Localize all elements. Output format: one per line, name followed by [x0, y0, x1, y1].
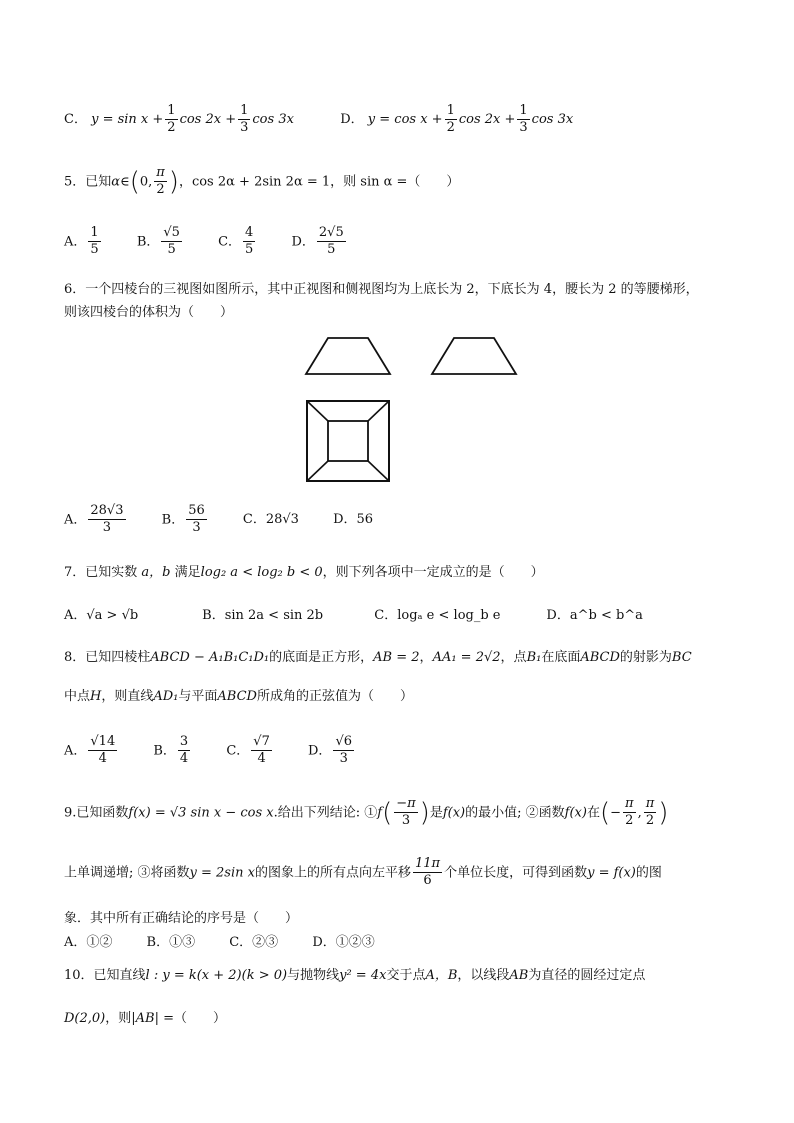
- q5-option-b: B． $\frac{√5}{5}$: [136, 225, 180, 258]
- fraction-third: $\frac{1}{3}$: [240, 103, 249, 136]
- q4-options-row: [64, 104, 573, 136]
- q9-options: [64, 936, 405, 949]
- q6-option-c: C．28√3: [242, 512, 299, 528]
- q5-option-d: D． $\frac{2√5}{5}$: [291, 225, 344, 258]
- q9-stem-line1: 9.已知函数f(x) = √3 sin x − cos x.给出下列结论: ①f( $\frac{-\pi}{3}$ )是f(x)的最小值; ②函数f(x)在(− $\frac{\pi}{2}$ , $\frac{\pi}{2}$ ): [64, 796, 669, 829]
- q7-option-a: A．√a > √b: [64, 608, 139, 623]
- q10-stem-line2: D(2,0)，则|AB| =（ ）: [64, 1011, 226, 1026]
- q7-option-c: C．logₐ e < log_b e: [374, 608, 501, 623]
- top-view-square: [300, 396, 396, 486]
- q8-option-d: D． $\frac{√6}{3}$: [308, 734, 352, 767]
- q8-option-a: A． $\frac{√14}{4}$: [64, 734, 116, 767]
- q8-stem-line1: 8．已知四棱柱ABCD − A₁B₁C₁D₁的底面是正方形，AB = 2，AA₁ = 2√2，点B₁在底面ABCD的射影为BC: [64, 650, 692, 665]
- front-view-trapezoid: [300, 334, 396, 378]
- q5-options: [64, 226, 378, 258]
- q9-option-b: B．①③: [146, 935, 196, 950]
- fraction-half: $\frac{1}{2}$: [167, 103, 176, 136]
- q4-option-d: D． y = cos x + $\frac{1}{2}$ cos 2x + $\frac{1}{3}$ cos 3x: [340, 103, 574, 136]
- q7-options: [64, 609, 643, 622]
- q10-stem-line1: 10．已知直线l : y = k(x + 2)(k > 0)与抛物线y² = 4x交于点A，B，以线段AB为直径的圆经过定点: [64, 968, 646, 983]
- q9-stem-line2: 上单调递增; ③将函数y = 2sin x的图象上的所有点向左平移 $\frac{11\pi}{6}$ 个单位长度，可得到函数y = f(x)的图: [64, 856, 662, 889]
- q8-option-c: C． $\frac{√7}{4}$: [226, 734, 270, 767]
- q6-option-d: D．56: [333, 512, 374, 528]
- fraction-pi-over-2: $\frac{\pi}{2}$: [156, 165, 165, 198]
- q7-option-d: D．a^b < b^a: [546, 608, 643, 623]
- q6-options: [64, 504, 403, 536]
- q9-option-c: C．②③: [229, 935, 279, 950]
- q6-stem-line2: 则该四棱台的体积为（ ）: [64, 305, 234, 320]
- q9-option-a: A．①②: [64, 935, 113, 950]
- q5-option-a: A． $\frac{1}{5}$: [64, 225, 99, 258]
- q6-stem-line1: 6．一个四棱台的三视图如图所示，其中正视图和侧视图均为上底长为 2，下底长为 4，腰长为 2 的等腰梯形，: [64, 282, 699, 297]
- q6-option-b: B． $\frac{56}{3}$: [161, 503, 205, 536]
- q5-stem: 5．已知α∈(0, $\frac{\pi}{2}$ )，cos 2α + 2sin 2α = 1，则 sin α =（ ）: [64, 165, 460, 198]
- q9-option-d: D．①②③: [312, 935, 375, 950]
- q8-options: [64, 735, 386, 767]
- q8-option-b: B． $\frac{3}{4}$: [153, 734, 189, 767]
- side-view-trapezoid: [426, 334, 522, 378]
- q7-option-b: B．sin 2a < sin 2b: [202, 608, 324, 623]
- q8-stem-line2: 中点H，则直线AD₁与平面ABCD所成角的正弦值为（ ）: [64, 689, 413, 704]
- q7-stem: 7．已知实数 a，b 满足log₂ a < log₂ b < 0，则下列各项中一定成立的是（ ）: [64, 565, 544, 580]
- q5-option-c: C． $\frac{4}{5}$: [218, 225, 254, 258]
- q4-option-c: C． y = sin x + $\frac{1}{2}$ cos 2x + $\frac{1}{3}$ cos 3x: [64, 103, 294, 136]
- q9-stem-line3: 象．其中所有正确结论的序号是（ ）: [64, 911, 299, 926]
- q6-option-a: A． $\frac{28√3}{3}$: [64, 503, 124, 536]
